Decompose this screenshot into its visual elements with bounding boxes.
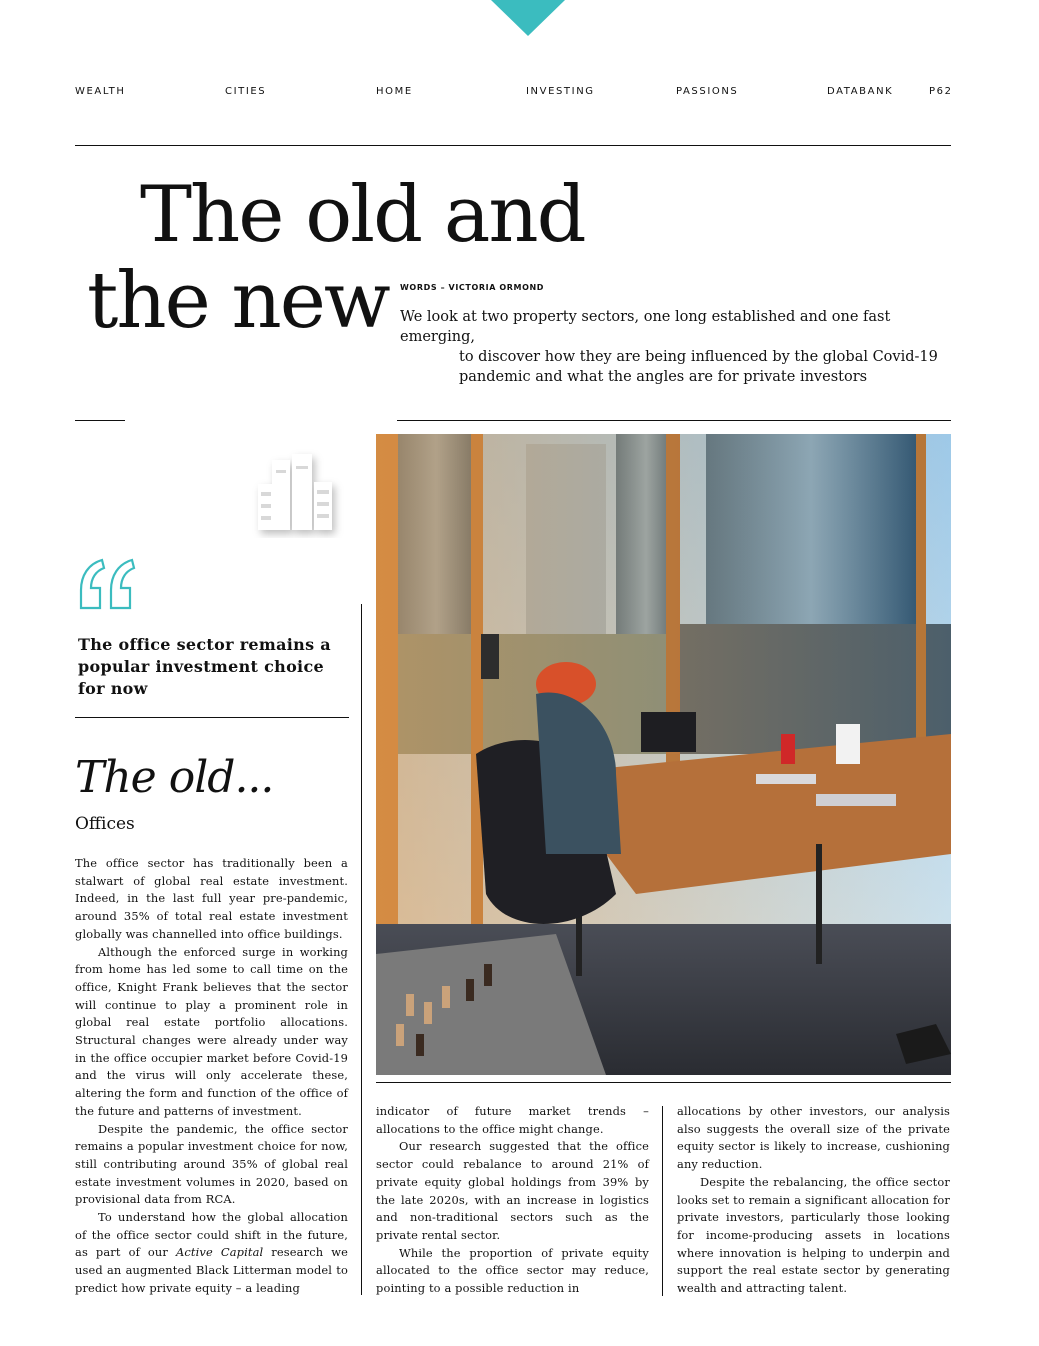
text-run: research we used an augmented Black Litterman model to predict how private equity – a leading — [75, 1245, 348, 1295]
header-divider — [75, 145, 951, 146]
nav-item-home[interactable]: HOME — [376, 86, 413, 97]
report-name: Active Capital — [175, 1245, 264, 1260]
paragraph: Our research suggested that the office sector could rebalance to around 21% of private equity global holdings from 39% by the late 2020s, with an increase in logistics and non-traditional sectors such as the private rental sector. — [376, 1139, 649, 1242]
article-title-line2: the new — [87, 256, 389, 346]
nav-item-investing[interactable]: INVESTING — [526, 86, 595, 97]
section-subtitle: Offices — [75, 814, 135, 834]
nav-item-databank[interactable]: DATABANK — [827, 86, 894, 97]
paragraph: Although the enforced surge in working from home has led some to call time on the office, Knight Frank believes that the sector will continue to play a prominent role in global real estate portfolio allocations. Structural changes were already under way in the office occupier market before Covid-19 and the virus will only accelerate these, altering the form and function of the office of the future and patterns of investment. — [75, 944, 348, 1118]
standfirst-rest: to discover how they are being influenced by the global Covid-19 pandemic and what the angles are for private investors — [459, 349, 938, 385]
column-divider-1 — [361, 604, 362, 1295]
standfirst — [400, 307, 955, 387]
article-title-line1: The old and — [140, 170, 585, 260]
section-title: The old... — [75, 752, 274, 803]
body-column-2 — [376, 1103, 649, 1298]
paragraph: Despite the pandemic, the office sector remains a popular investment choice for now, still contributing around 35% of global real estate investment volumes in 2020, based on provisional data from RCA. — [75, 1121, 348, 1207]
office-photo — [376, 434, 951, 1075]
body-column-3 — [677, 1103, 950, 1298]
paragraph — [75, 1209, 348, 1298]
paragraph: Despite the rebalancing, the office sector looks set to remain a significant allocation for private investors, particularly those looking for income-producing assets in locations where innovation is helping to underpin and support the real estate sector by generating wealth and attracting talent. — [677, 1174, 950, 1296]
paragraph: The office sector has traditionally been a stalwart of global real estate investment. Indeed, in the last full year pre-pandemic, around 35% of total real estate investment globally was channelled into office buildings. — [75, 856, 348, 941]
byline: WORDS – VICTORIA ORMOND — [400, 283, 545, 292]
nav-item-wealth[interactable]: WEALTH — [75, 86, 126, 97]
column-divider-2 — [662, 1106, 663, 1296]
nav-item-cities[interactable]: CITIES — [225, 86, 267, 97]
left-short-rule — [75, 420, 125, 421]
standfirst-line1: We look at two property sectors, one long established and one fast emerging, — [400, 309, 891, 345]
right-rule — [397, 420, 951, 421]
quote-mark-icon — [78, 556, 140, 612]
building-icon — [250, 448, 345, 538]
photo-bottom-rule — [376, 1082, 951, 1083]
paragraph: indicator of future market trends – allocations to the office might change. — [376, 1104, 649, 1136]
section-nav — [75, 86, 951, 102]
page-number: P62 — [929, 86, 953, 97]
paragraph: While the proportion of private equity allocated to the office sector may reduce, pointing to a possible reduction in — [376, 1245, 649, 1296]
paragraph: allocations by other investors, our analysis also suggests the overall size of the private equity sector is likely to increase, cushioning any reduction. — [677, 1104, 950, 1172]
text-run: To understand how the global allocation of the office sector could shift in the future, as part of our — [75, 1210, 348, 1260]
pull-quote-rule — [75, 717, 349, 718]
body-column-1 — [75, 855, 348, 1298]
nav-item-passions[interactable]: PASSIONS — [676, 86, 739, 97]
teal-triangle-icon — [491, 0, 565, 36]
pull-quote: The office sector remains a popular investment choice for now — [78, 635, 331, 698]
